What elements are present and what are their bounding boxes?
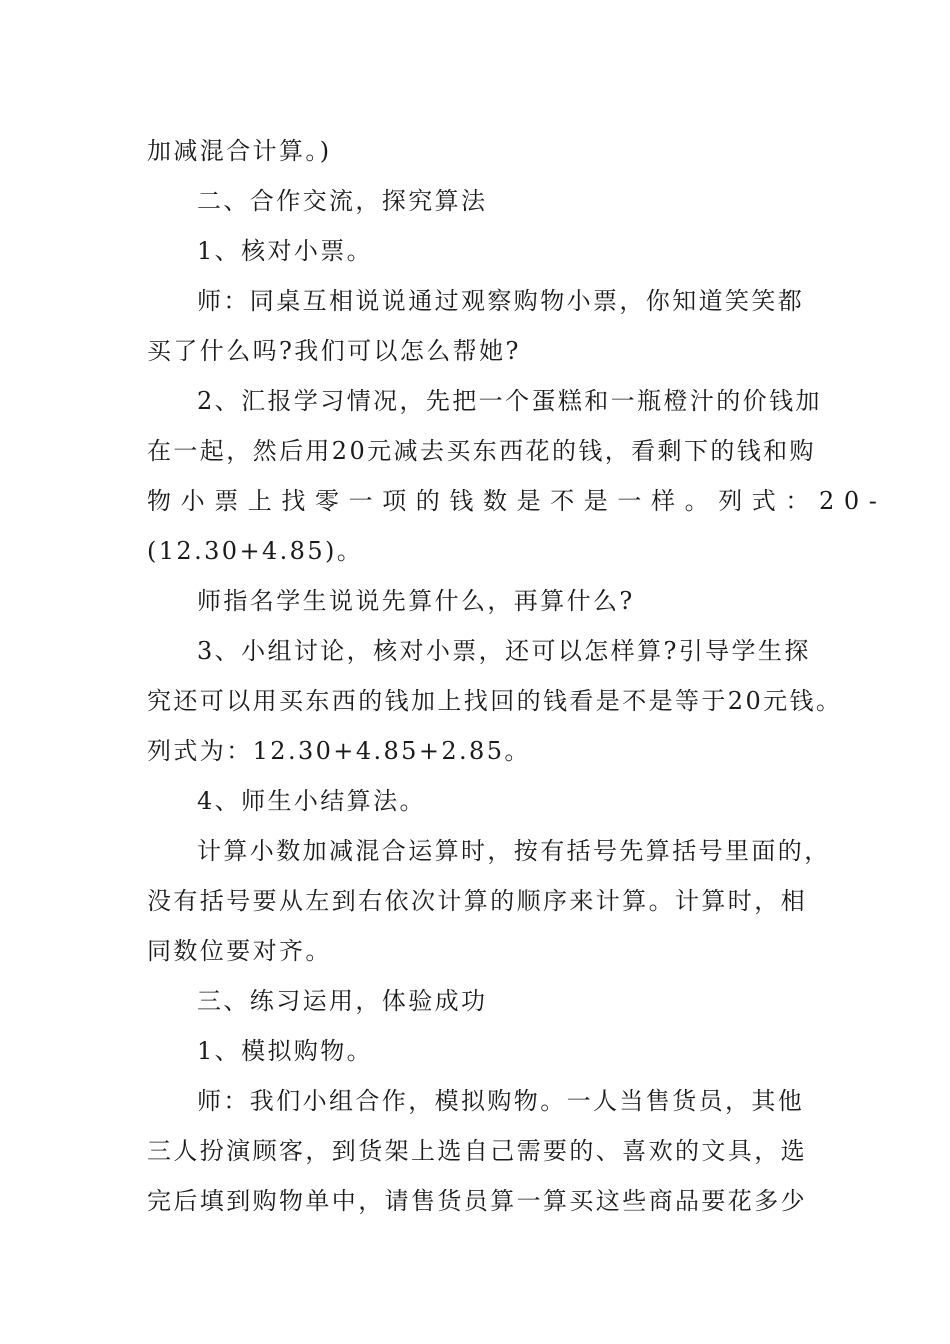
text-line: 究还可以用买东西的钱加上找回的钱看是不是等于20元钱。: [147, 687, 843, 715]
step-heading: 4、师生小结算法。: [197, 787, 426, 815]
text-line: 买了什么吗?我们可以怎么帮她?: [147, 337, 521, 365]
text-line: 同数位要对齐。: [147, 937, 332, 965]
text-line: 师：我们小组合作，模拟购物。一人当售货员，其他: [197, 1087, 805, 1115]
text-line: 在一起，然后用20元减去买东西花的钱，看剩下的钱和购: [147, 437, 816, 465]
text-line: (12.30+4.85)。: [147, 537, 364, 565]
text-line: 计算小数加减混合运算时，按有括号先算括号里面的，: [197, 837, 831, 865]
text-line: 2、汇报学习情况，先把一个蛋糕和一瓶橙汁的价钱加: [197, 387, 822, 415]
text-line: 3、小组讨论，核对小票，还可以怎样算?引导学生探: [197, 637, 811, 665]
step-heading: 1、核对小票。: [197, 237, 374, 265]
section-heading: 二、合作交流，探究算法: [197, 187, 488, 215]
step-heading: 1、模拟购物。: [197, 1037, 374, 1065]
text-line: 列式为：12.30+4.85+2.85。: [147, 737, 531, 765]
text-line: 师：同桌互相说说通过观察购物小票，你知道笑笑都: [197, 287, 805, 315]
text-line: 物小票上找零一项的钱数是不是一样。列式：20-: [147, 487, 887, 515]
text-line: 没有括号要从左到右依次计算的顺序来计算。计算时，相: [147, 887, 807, 915]
text-line: 加减混合计算。): [147, 137, 332, 165]
text-line: 完后填到购物单中，请售货员算一算买这些商品要花多少: [147, 1187, 807, 1215]
text-line: 师指名学生说说先算什么，再算什么?: [197, 587, 635, 615]
section-heading: 三、练习运用，体验成功: [197, 987, 488, 1015]
text-line: 三人扮演顾客，到货架上选自己需要的、喜欢的文具，选: [147, 1137, 807, 1165]
